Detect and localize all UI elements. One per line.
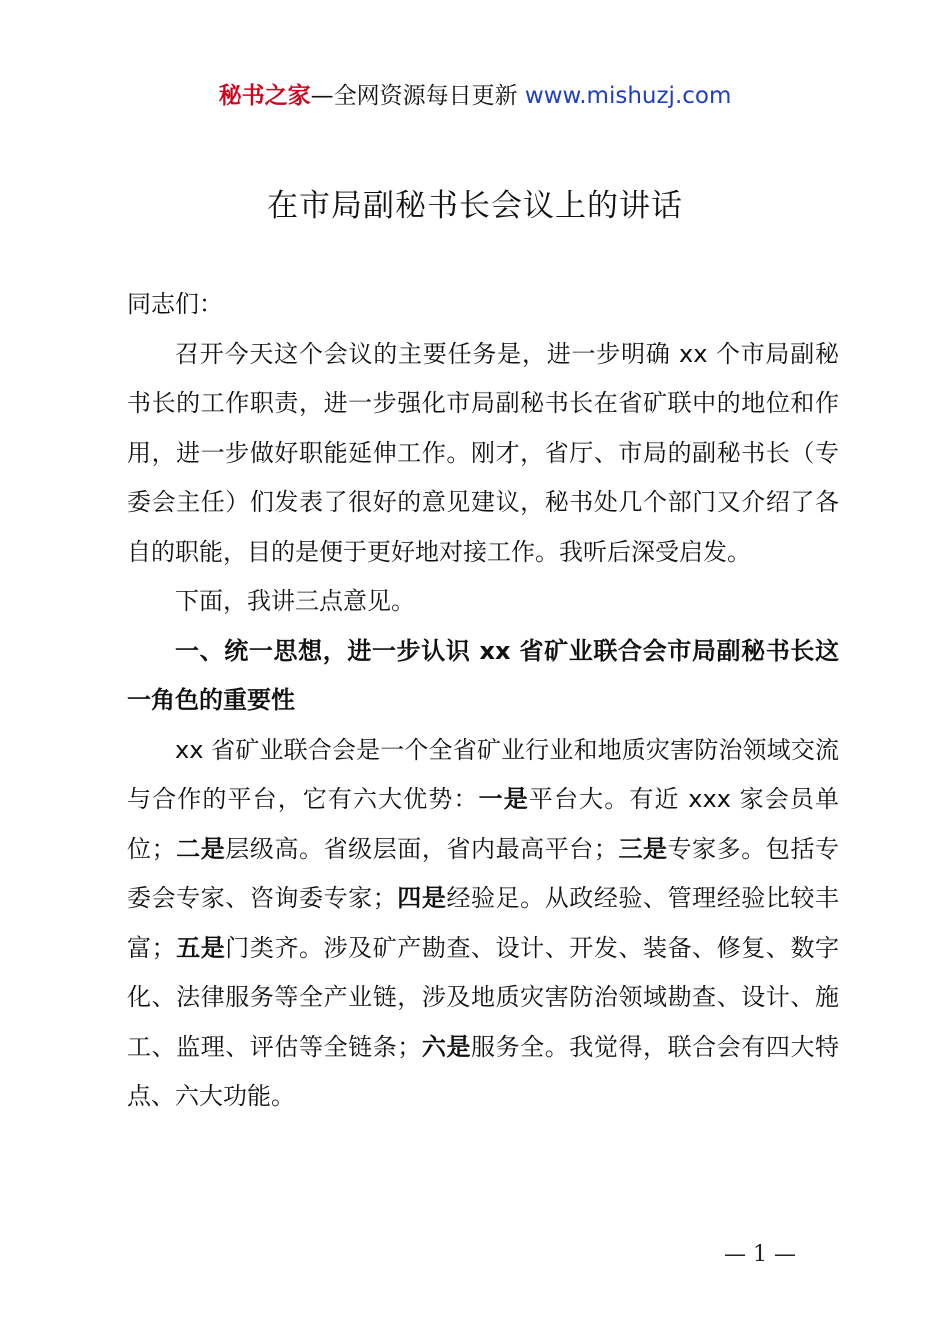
section-heading-text: 一、统一思想，进一步认识 xx 省矿业联合会市局副秘书长这一角色的重要性 bbox=[127, 636, 839, 714]
advantage-marker-1: 一是 bbox=[478, 785, 529, 813]
site-slogan: —全网资源每日更新 bbox=[310, 83, 525, 109]
advantage-text-4: 经验足。从政经验、管理经验比较丰富； bbox=[127, 884, 840, 962]
document-title: 在市局副秘书长会议上的讲话 bbox=[267, 188, 683, 224]
advantage-marker-3: 三是 bbox=[617, 834, 668, 863]
advantage-text-2: 层级高。省级层面，省内最高平台； bbox=[225, 834, 618, 863]
site-header bbox=[0, 80, 950, 112]
advantage-marker-5: 五是 bbox=[175, 933, 226, 962]
paragraph-outline: 下面，我讲三点意见。 bbox=[175, 587, 415, 615]
document-body bbox=[127, 280, 839, 1122]
paragraph-intro: 召开今天这个会议的主要任务是，进一步明确 xx 个市局副秘书长的工作职责，进一步强化市局副秘书长在省矿联中的地位和作用，进一步做好职能延伸工作。刚才，省厅、市局的副秘书长（专委会主任）们发表了很好的意见建议，秘书处几个部门又介绍了各自的职能，目的是便于更好地对接工作。我听后深受启发。 bbox=[127, 339, 839, 566]
advantage-text-6: 服务全。我觉得，联合会有四大特点、六大功能。 bbox=[127, 1032, 840, 1110]
page-number: — 1 — bbox=[724, 1242, 796, 1267]
salutation: 同志们： bbox=[127, 290, 223, 318]
site-brand: 秘书之家 bbox=[218, 83, 311, 109]
site-url-link[interactable]: www.mishuzj.com bbox=[524, 83, 732, 109]
advantage-marker-4: 四是 bbox=[396, 884, 447, 912]
advantage-text-5: 门类齐。涉及矿产勘查、设计、开发、装备、修复、数字化、法律服务等全产业链，涉及地质灾害防治领域勘查、设计、施工、监理、评估等全链条； bbox=[127, 933, 840, 1061]
advantages-lead: xx 省矿业联合会是一个全省矿业行业和地质灾害防治领域交流与合作的平台，它有六大优势： bbox=[127, 735, 839, 813]
paragraph-advantages bbox=[127, 726, 839, 1122]
advantage-marker-6: 六是 bbox=[421, 1032, 472, 1061]
advantage-text-3: 专家多。包括专委会专家、咨询委专家； bbox=[127, 834, 840, 912]
advantage-text-1: 平台大。有近 xxx 家会员单位； bbox=[127, 785, 839, 863]
section-heading-1 bbox=[127, 627, 839, 726]
advantage-marker-2: 二是 bbox=[175, 834, 226, 863]
